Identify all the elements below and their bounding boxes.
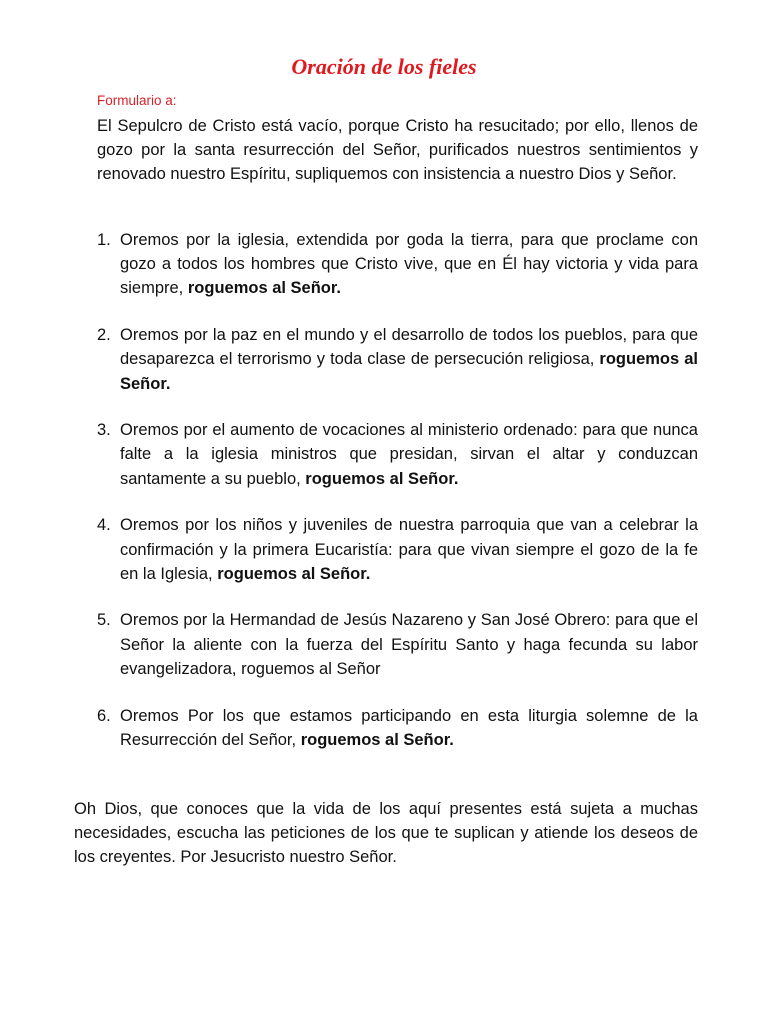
petition-number: 5. (97, 611, 111, 630)
petition-text (120, 418, 698, 491)
petition-body: Oremos por el aumento de vocaciones al ministerio ordenado: para que nunca falte a la iglesia ministros que presidan, sirvan el altar y conduzcan santamente a su pueblo, (120, 421, 698, 488)
petition-number: 4. (97, 516, 111, 535)
petition-item-1 (97, 228, 698, 301)
petition-body: Oremos por la paz en el mundo y el desarrollo de todos los pueblos, para que desaparezca el terrorismo y toda clase de persecución religiosa, (120, 326, 698, 369)
petition-item-5 (97, 608, 698, 681)
form-label: Formulario a: (97, 93, 177, 108)
petition-response: roguemos al Señor. (300, 730, 454, 749)
petition-body: Oremos Por los que estamos participando en esta liturgia solemne de la Resurrección del Señor, (120, 706, 698, 749)
petition-text (120, 608, 698, 681)
petition-body: Oremos por la iglesia, extendida por goda la tierra, para que proclame con gozo a todos los hombres que Cristo vive, que en Él hay victoria y vida para siempre, (120, 231, 698, 298)
petition-item-6 (97, 704, 698, 752)
petition-number: 2. (97, 326, 111, 345)
petitions-list (97, 228, 698, 774)
petition-item-2 (97, 323, 698, 396)
petition-text (120, 228, 698, 301)
petition-response: roguemos al Señor. (120, 350, 699, 393)
final-prayer: Oh Dios, que conoces que la vida de los aquí presentes está sujeta a muchas necesidades, escucha las peticiones de los que te suplican y atiende los deseos de los creyentes. Por Jesucristo nuestro Señor. (74, 800, 698, 867)
petition-text (120, 513, 698, 586)
petition-response: roguemos al Señor. (305, 469, 459, 488)
petition-body: Oremos por la Hermandad de Jesús Nazareno y San José Obrero: para que el Señor la aliente con la fuerza del Espíritu Santo y haga fecunda su labor evangelizadora, (120, 611, 698, 678)
petition-text (120, 704, 698, 752)
petition-response: roguemos al Señor (241, 659, 381, 678)
petition-response: roguemos al Señor. (217, 564, 371, 583)
petition-response: roguemos al Señor. (187, 279, 341, 298)
petition-number: 6. (97, 706, 111, 725)
page-title: Oración de los fieles (291, 54, 477, 79)
petition-body: Oremos por los niños y juveniles de nuestra parroquia que van a celebrar la confirmación y la primera Eucaristía: para que vivan siempre el gozo de la fe en la Iglesia, (120, 516, 698, 583)
petition-text (120, 323, 698, 396)
petition-item-4 (97, 513, 698, 586)
petition-number: 3. (97, 421, 111, 440)
intro-paragraph: El Sepulcro de Cristo está vacío, porque Cristo ha resucitado; por ello, llenos de gozo por la santa resurrección del Señor, purificados nuestros sentimientos y renovado nuestro Espíritu, supliquemos con insistencia a nuestro Dios y Señor. (97, 117, 698, 184)
petition-number: 1. (97, 231, 111, 249)
petition-item-3 (97, 418, 698, 491)
